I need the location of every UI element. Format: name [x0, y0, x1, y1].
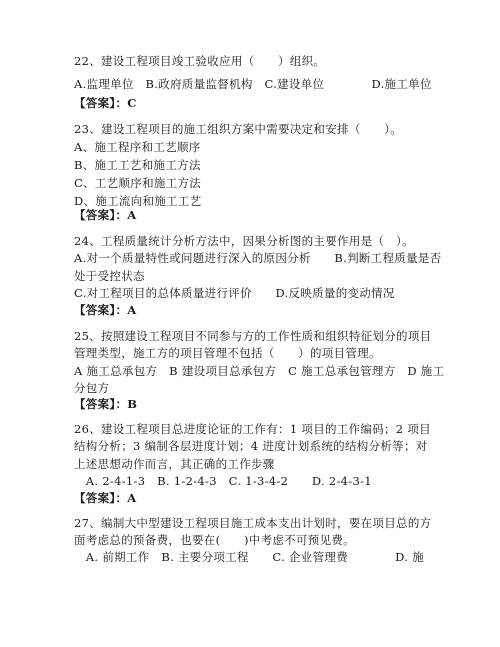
- question-24-stem: 24、工程质量统计分析方法中，因果分析图的主要作用是（ ）。: [74, 234, 414, 248]
- question-27-stem-line1: 27、编制大中型建设工程项目施工成本支出计划时，要在项目总的方: [74, 516, 432, 530]
- question-23-option-c: C、工艺顺序和施工方法: [74, 176, 202, 190]
- question-23-stem: 23、建设工程项目的施工组织方案中需要决定和安排（ ）。: [74, 122, 403, 136]
- question-25-stem-line2: 管理类型，施工方的项目管理不包括（ ）的项目管理。: [74, 346, 381, 360]
- question-26-options: A. 2-4-1-3 B. 1-2-4-3 C. 1-3-4-2 D. 2-4-3-1: [74, 474, 372, 488]
- question-26-stem-line3: 上述思想动作而言，其正确的工作步骤: [74, 457, 275, 471]
- question-25-options-line1: A 施工总承包方 B 建设项目总承包方 C 施工总承包管理方 D 施工: [74, 364, 445, 378]
- question-23-answer: 【答案】：A: [74, 208, 137, 222]
- question-26-answer: 【答案】：A: [74, 491, 137, 505]
- question-25-options-line2: 分包方: [74, 381, 110, 395]
- question-26-stem-line1: 26、建设工程项目总进度论证的工作有：1 项目的工作编码；2 项目: [74, 422, 431, 436]
- question-24-options-line1: A.对一个质量特性或问题进行深入的原因分析 B.判断工程质量是否: [74, 251, 442, 265]
- question-25-stem-line1: 25、按照建设工程项目不同参与方的工作性质和组织特征划分的项目: [74, 329, 432, 343]
- question-24-answer: 【答案】：A: [74, 303, 137, 317]
- question-22-options: A.监理单位 B.政府质量监督机构 C.建设单位 D.施工单位: [74, 77, 432, 91]
- question-24-options-line3: C.对工程项目的总体质量进行评价 D.反映质量的变动情况: [74, 286, 395, 300]
- question-27-stem-line2: 面考虑总的预备费，也要在( )中考虑不可预见费。: [74, 533, 355, 547]
- question-23-option-b: B、施工工艺和施工方法: [74, 158, 201, 172]
- question-26-stem-line2: 结构分析；3 编制各层进度计划；4 进度计划系统的结构分析等；对: [74, 439, 428, 453]
- question-23-option-d: D、施工流向和施工工艺: [74, 194, 202, 208]
- question-25-answer: 【答案】：B: [74, 397, 138, 411]
- question-27-options: A. 前期工作 B. 主要分项工程 C. 企业管理费 D. 施: [74, 550, 424, 564]
- question-23-option-a: A、施工程序和工艺顺序: [74, 140, 201, 154]
- question-24-options-line2: 处于受控状态: [74, 269, 145, 283]
- question-22-stem: 22、建设工程项目竣工验收应用（ ）组织。: [74, 54, 326, 68]
- question-22-answer: 【答案】：C: [74, 96, 137, 110]
